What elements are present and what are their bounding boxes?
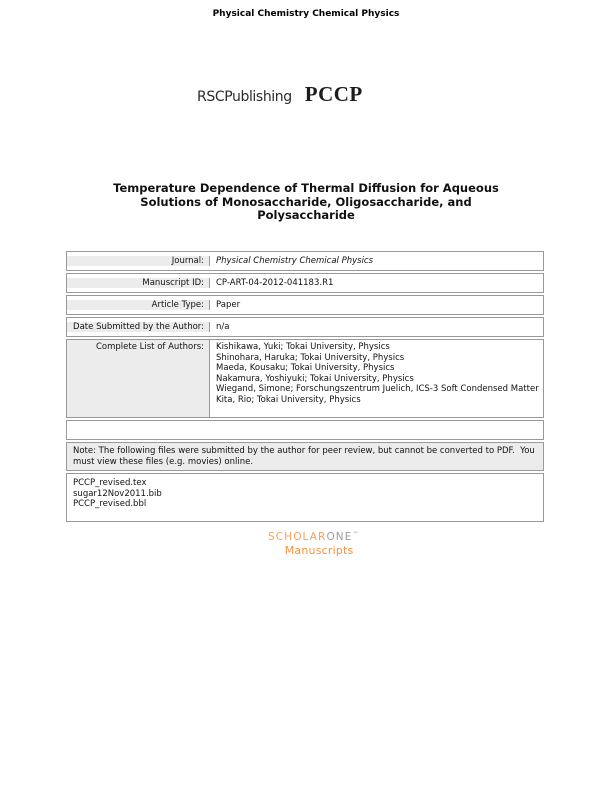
scholarone-brand-part2: ONE bbox=[326, 531, 353, 543]
date-submitted-value: n/a bbox=[216, 322, 230, 332]
pccp-journal-logo: PCCP bbox=[304, 82, 363, 106]
scholarone-brand bbox=[268, 531, 359, 543]
table-row-empty bbox=[66, 420, 544, 440]
author-entry: Shinohara, Haruka; Tokai University, Physics bbox=[216, 352, 405, 363]
rsc-publishing-logo: RSCPublishing bbox=[197, 89, 292, 105]
article-type-value: Paper bbox=[216, 300, 241, 310]
table-row-note: Note: The following files were submitted by the author for peer review, but cannot be converted to PDF. You must view these files (e.g. movies) online. bbox=[66, 442, 544, 471]
manuscript-id-label: Manuscript ID: bbox=[67, 278, 210, 288]
title-line-1: Temperature Dependence of Thermal Diffusion for Aqueous bbox=[113, 181, 499, 195]
title-line-3: Polysaccharide bbox=[257, 208, 355, 222]
journal-value: Physical Chemistry Chemical Physics bbox=[216, 256, 374, 266]
author-entry: Kishikawa, Yuki; Tokai University, Physics bbox=[216, 342, 390, 352]
date-submitted-label: Date Submitted by the Author: bbox=[67, 322, 210, 332]
title-line-2: Solutions of Monosaccharide, Oligosaccharide, and bbox=[140, 194, 472, 209]
table-row-date-submitted bbox=[66, 317, 544, 337]
table-row-manuscript-id bbox=[66, 273, 544, 293]
scholarone-subtitle: Manuscripts bbox=[284, 544, 354, 557]
authors-list bbox=[210, 340, 543, 417]
author-entry: Maeda, Kousaku; Tokai University, Physics bbox=[216, 363, 395, 374]
table-row-article-type bbox=[66, 295, 544, 315]
file-entry: sugar12Nov2011.bib bbox=[73, 488, 162, 499]
scholarone-logo bbox=[268, 531, 359, 557]
author-entry: Nakamura, Yoshiyuki; Tokai University, Physics bbox=[216, 373, 414, 384]
trademark-symbol: ™ bbox=[352, 531, 359, 538]
table-row-files bbox=[66, 473, 544, 522]
author-entry: Kita, Rio; Tokai University, Physics bbox=[216, 394, 361, 405]
file-entry: PCCP_revised.bbl bbox=[73, 499, 147, 509]
scholarone-brand-part1: SCHOLAR bbox=[268, 531, 327, 543]
table-row-journal bbox=[66, 251, 544, 271]
manuscript-metadata-table bbox=[66, 251, 544, 524]
journal-label: Journal: bbox=[67, 256, 210, 266]
table-row-authors bbox=[66, 339, 544, 418]
author-entry: Wiegand, Simone; Forschungszentrum Juelich, ICS-3 Soft Condensed Matter bbox=[216, 384, 539, 395]
running-header: Physical Chemistry Chemical Physics bbox=[212, 9, 400, 19]
manuscript-title bbox=[0, 182, 612, 223]
article-type-label: Article Type: bbox=[67, 300, 210, 310]
publisher-logo bbox=[197, 82, 363, 107]
file-entry: PCCP_revised.tex bbox=[73, 478, 147, 489]
authors-label: Complete List of Authors: bbox=[67, 340, 210, 417]
manuscript-id-value: CP-ART-04-2012-041183.R1 bbox=[216, 278, 334, 288]
